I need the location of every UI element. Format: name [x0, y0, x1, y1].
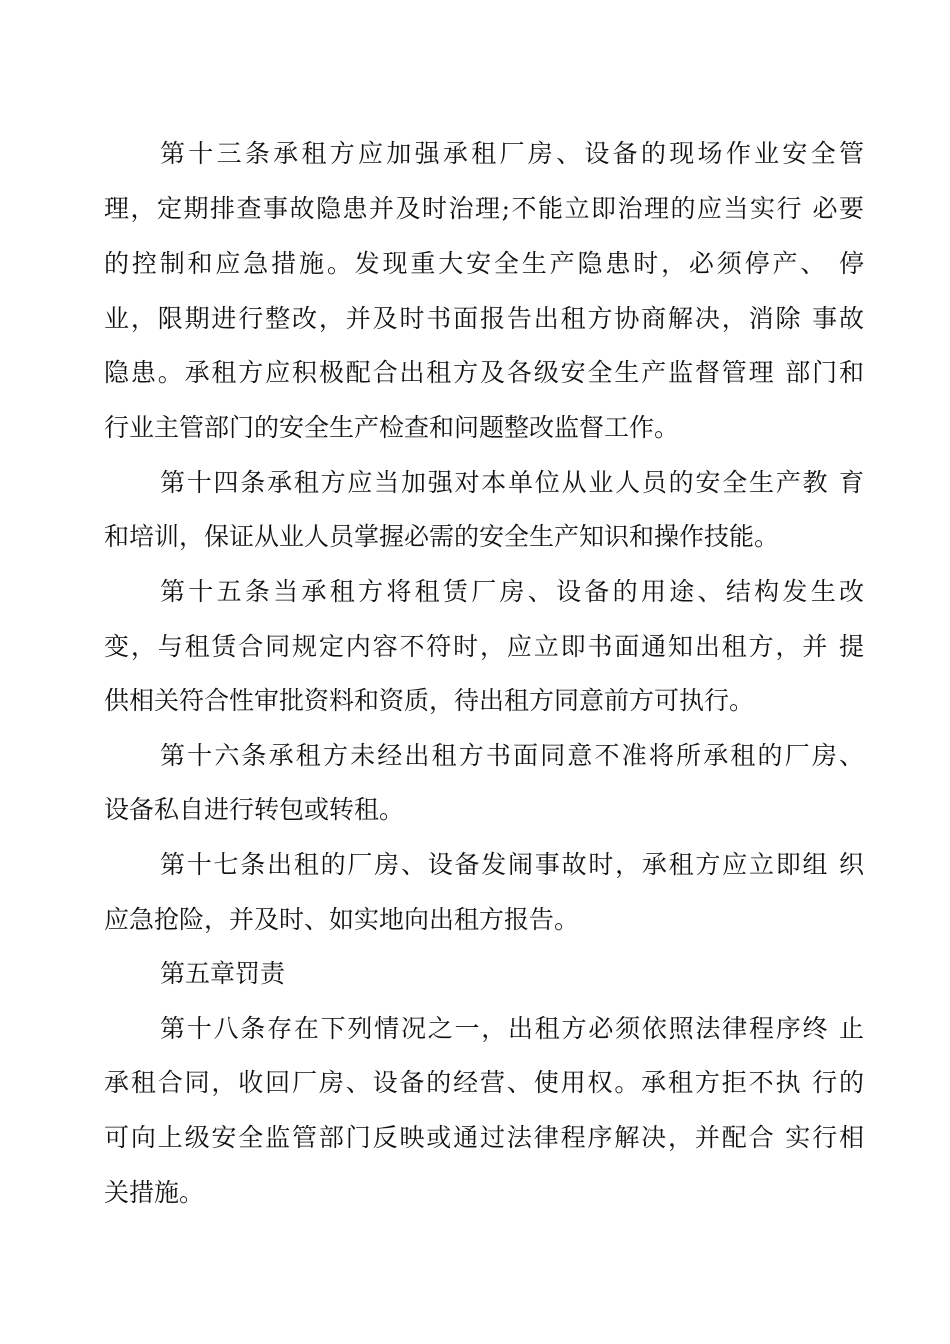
- article-18-line-1: 第十八条存在下列情况之一，出租方必须依照法律程序终 止: [160, 1014, 864, 1043]
- article-18-line-4: 关措施。: [104, 1178, 205, 1207]
- article-15-line-1: 第十五条当承租方将租赁厂房、设备的用途、结构发生改: [160, 577, 864, 606]
- article-13-line-1: 第十三条承租方应加强承租厂房、设备的现场作业安全管: [160, 139, 864, 168]
- article-14-line-1: 第十四条承租方应当加强对本单位从业人员的安全生产教 育: [160, 468, 864, 497]
- article-14-line-2: 和培训，保证从业人员掌握必需的安全生产知识和操作技能。: [104, 522, 780, 551]
- article-18-line-2: 承租合同，收回厂房、设备的经营、使用权。承租方拒不执 行的: [104, 1068, 864, 1097]
- article-15-line-2: 变，与租赁合同规定内容不符时，应立即书面通知出租方，并 提: [104, 632, 864, 661]
- article-13-line-5: 隐患。承租方应积极配合出租方及各级安全生产监督管理 部门和: [104, 358, 864, 387]
- article-15-line-3: 供相关符合性审批资料和资质，待出租方同意前方可执行。: [104, 686, 755, 715]
- article-13-line-4: 业，限期进行整改，并及时书面报告出租方协商解决，消除 事故: [104, 304, 864, 333]
- article-17-line-2: 应急抢险，并及时、如实地向出租方报告。: [104, 905, 580, 934]
- article-13-line-3: 的控制和应急措施。发现重大安全生产隐患时，必须停产、 停: [104, 249, 864, 278]
- article-13-line-6: 行业主管部门的安全生产检查和问题整改监督工作。: [104, 413, 680, 442]
- article-13-line-2: 理，定期排查事故隐患并及时治理;不能立即治理的应当实行 必要: [104, 194, 864, 223]
- article-16-line-1: 第十六条承租方未经出租方书面同意不准将所承租的厂房、: [160, 741, 864, 770]
- article-17-line-1: 第十七条出租的厂房、设备发闹事故时，承租方应立即组 织: [160, 850, 864, 879]
- chapter-5-title: 第五章罚责: [160, 959, 286, 988]
- article-16-line-2: 设备私自进行转包或转租。: [104, 795, 405, 824]
- article-18-line-3: 可向上级安全监管部门反映或通过法律程序解决，并配合 实行相: [104, 1123, 864, 1152]
